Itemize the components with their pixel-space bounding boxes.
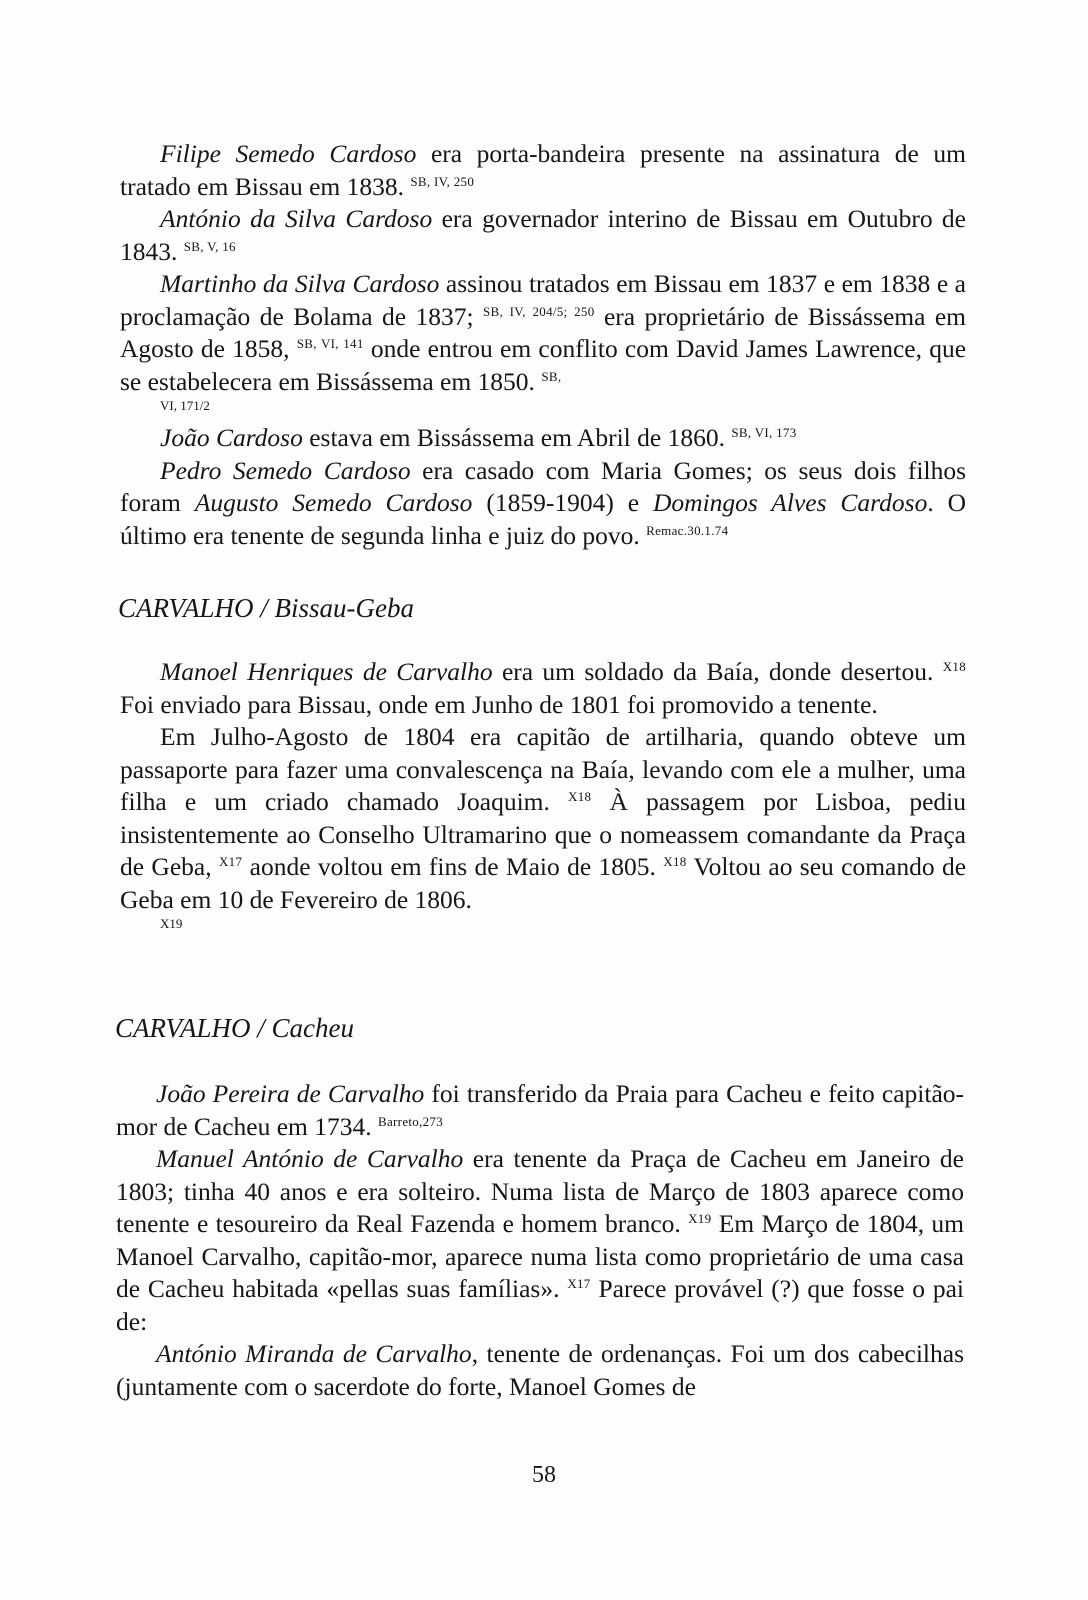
paragraph-pedro: Pedro Semedo Cardoso era casado com Maria Gomes; os seus dois filhos foram Augusto Semedo Cardoso (1859-1904) e Domingos Alves Cardoso. O último era tenente de segunda linha e juiz do povo. $^{Remac.30.1.74}$	[120, 455, 967, 550]
paragraph-martinho: Martinho da Silva Cardoso assinou tratados em Bissau em 1837 e em 1838 e a proclamação de Bolama de 1837; $^{SB, IV, 204/5; 250}$ era proprietário de Bissássema em Agosto de 1858, $^{SB, VI, 141}$ onde entrou em conflito com David James Lawrence, que se estabelecera em Bissássema em 1850. $^{SB,}$ VI, 171/2	[120, 269, 967, 413]
bissau-geba-entries	[0, 656, 1088, 932]
paragraph-julho-agosto: Em Julho-Agosto de 1804 era capitão de artilharia, quando obteve um passaporte para fazer uma convalescença na Baía, levando com ele a mulher, uma filha e um criado chamado Joaquim. $^{X18}$ À passagem por Lisboa, pediu insistentemente ao Conselho Ultramarino que o nomeassem comandante da Praça de Geba, $^{X17}$ aonde voltou em fins de Maio de 1805. $^{X18}$ Voltou ao seu comando de Geba em 10 de Fevereiro de 1806. X19	[120, 722, 967, 931]
paragraph-filipe: Filipe Semedo Cardoso era porta-bandeira presente na assinatura de um tratado em Bissau em 1838. $^{SB, IV, 250}$	[120, 139, 967, 201]
paragraph-antonio-miranda: António Miranda de Carvalho, tenente de ordenanças. Foi um dos cabecilhas (juntamente com o sacerdote do forte, Manoel Gomes de	[116, 1339, 965, 1401]
cacheu-entries	[0, 1078, 1088, 1403]
page-number: 58	[532, 1462, 556, 1488]
paragraph-joao-pereira: João Pereira de Carvalho foi transferido da Praia para Cacheu e feito capitão-mor de Cacheu em 1734. $^{Barreto,273}$	[116, 1079, 965, 1141]
paragraph-manoel-henriques: Manoel Henriques de Carvalho era um soldado da Baía, donde desertou. $^{X18}$ Foi enviado para Bissau, onde em Junho de 1801 foi promovido a tenente.	[120, 657, 967, 719]
paragraph-joao-cardoso: João Cardoso estava em Bissássema em Abril de 1860. $^{SB, VI, 173}$	[160, 423, 797, 452]
paragraph-manuel-antonio: Manuel António de Carvalho era tenente da Praça de Cacheu em Janeiro de 1803; tinha 40 anos e era solteiro. Numa lista de Março de 1803 aparece como tenente e tesoureiro da Real Fazenda e homem branco. $^{X19}$ Em Março de 1804, um Manoel Carvalho, capitão-mor, aparece numa lista como proprietário de uma casa de Cacheu habitada «pellas suas famílias». $^{X17}$ Parece provável (?) que fosse o pai de:	[116, 1144, 965, 1336]
paragraph-antonio-silva: António da Silva Cardoso era governador interino de Bissau em Outubro de 1843. $^{SB, V, 16}$	[120, 204, 966, 266]
section-heading-bissau-geba: CARVALHO / Bissau-Geba	[118, 593, 414, 623]
cardoso-entries	[0, 138, 1088, 552]
section-heading-cacheu: CARVALHO / Cacheu	[115, 1013, 354, 1043]
